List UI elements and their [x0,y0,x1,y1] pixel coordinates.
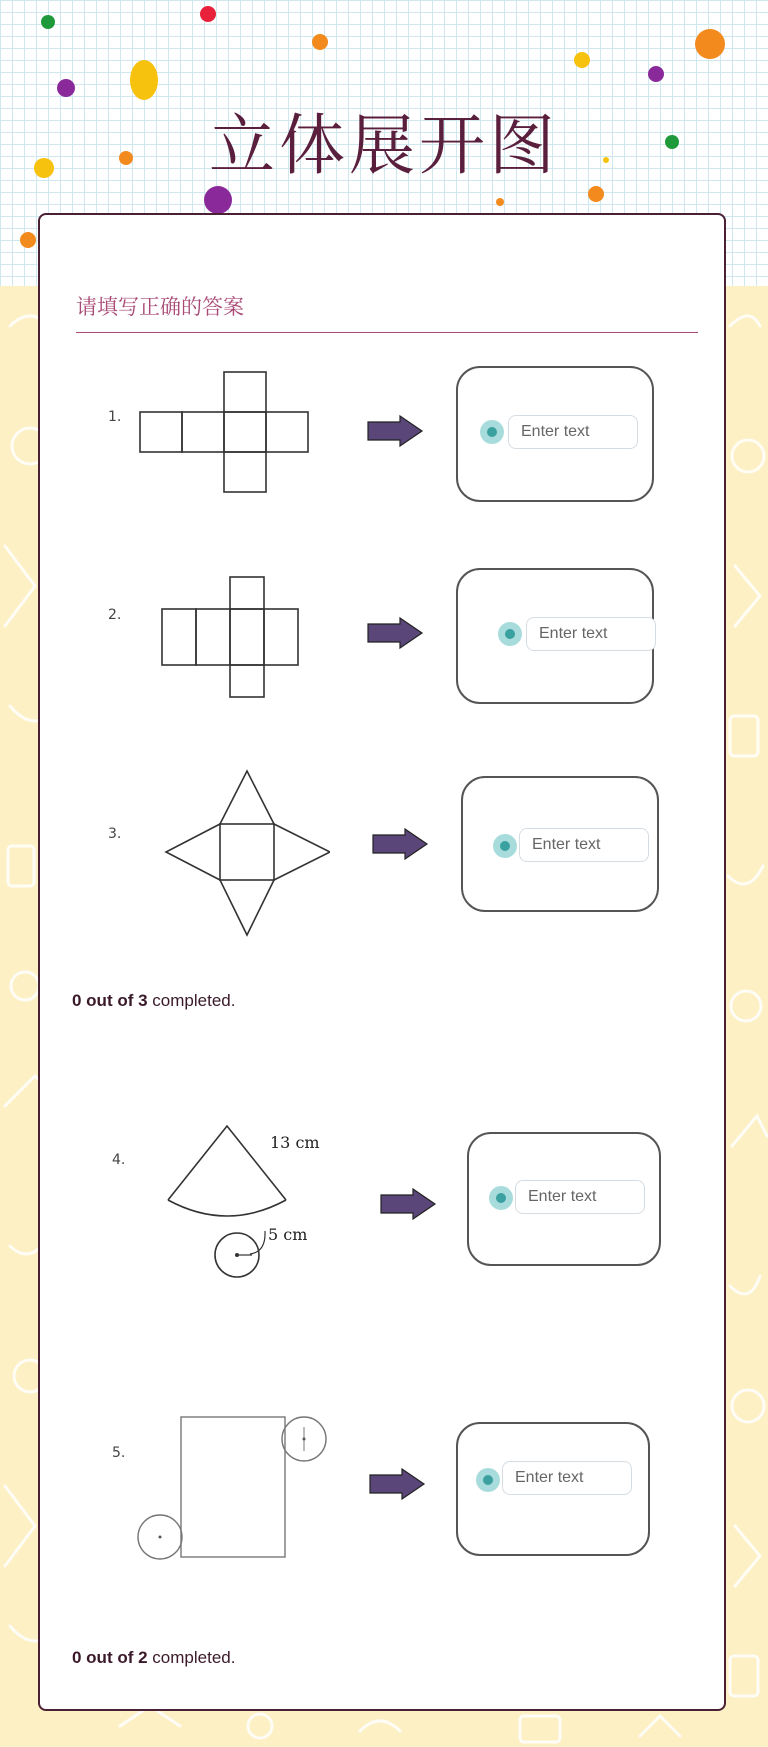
progress-suffix: completed. [152,1648,236,1667]
answer-box [456,1422,650,1556]
answer-input-4[interactable] [515,1180,645,1214]
instruction-heading: 请填写正确的答案 [76,295,244,319]
input-indicator-icon [493,834,517,858]
question-number: 4. [112,1152,126,1168]
arrow-right-icon [366,414,424,448]
arrow-right-icon [379,1187,437,1221]
arrow-right-icon [366,616,424,650]
answer-box [456,366,654,502]
progress-count: 0 out of 3 [72,991,148,1010]
question-number: 1. [108,409,122,425]
answer-input-1[interactable] [508,415,638,449]
heading-divider [76,332,698,333]
cylinder-net-figure [110,1413,360,1573]
cuboid-net-figure [100,575,330,705]
input-indicator-icon [498,622,522,646]
input-indicator-icon [476,1468,500,1492]
arrow-right-icon [371,827,429,861]
worksheet-card [38,213,726,1711]
input-indicator-icon [489,1186,513,1210]
answer-box [467,1132,661,1266]
progress-suffix: completed. [152,991,236,1010]
progress-status-2 [72,1648,235,1668]
progress-count: 0 out of 2 [72,1648,148,1667]
question-number: 3. [108,826,122,842]
input-indicator-icon [480,420,504,444]
cube-net-cross-figure [100,365,330,495]
answer-input-2[interactable] [526,617,656,651]
square-pyramid-net-figure [100,763,330,943]
answer-box [456,568,654,704]
radius-label: 5 cm [268,1225,308,1244]
slant-height-label: 13 cm [270,1133,320,1152]
progress-status-1 [72,991,235,1011]
answer-box [461,776,659,912]
page-title: 立体展开图 [209,107,559,184]
answer-input-5[interactable] [502,1461,632,1495]
question-number: 5. [112,1445,126,1461]
cone-net-figure [110,1120,360,1290]
answer-input-3[interactable] [519,828,649,862]
question-number: 2. [108,607,122,623]
arrow-right-icon [368,1467,426,1501]
